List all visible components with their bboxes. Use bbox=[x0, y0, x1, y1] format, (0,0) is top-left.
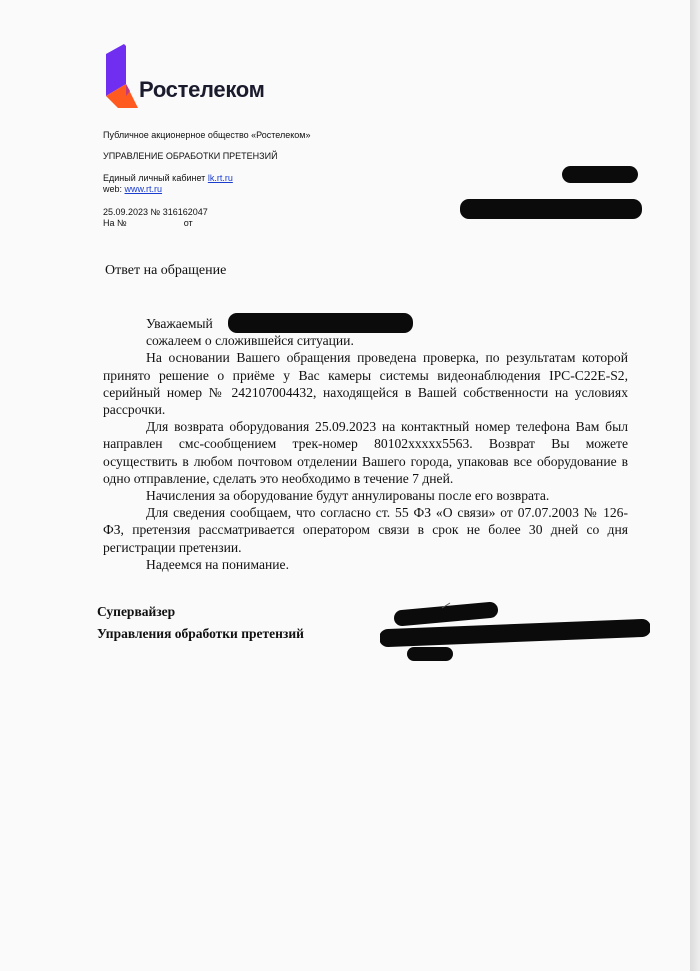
from-label: от bbox=[183, 218, 193, 228]
paragraph: Надеемся на понимание. bbox=[146, 556, 289, 572]
logo-wordmark: Ростелеком bbox=[139, 77, 265, 102]
cabinet-label: Единый личный кабинет bbox=[103, 173, 206, 183]
paragraph: Для возврата оборудования 25.09.2023 на контактный номер телефона Вам был направлен смс-сообщением трек-номер 80102xxxxx5563. Возврат Вы можете осуществить в любом почтовом отделении Вашего города, упаковав все оборудование в одно отправление, сделать это необходимо в течение 7 дней. bbox=[103, 419, 628, 486]
date-number: 25.09.2023 № 316162047 bbox=[103, 207, 208, 217]
web-line bbox=[103, 184, 162, 195]
letter-body bbox=[103, 315, 628, 573]
on-no-label: На № bbox=[103, 218, 127, 228]
signature-department: Управления обработки претензий bbox=[97, 626, 304, 641]
greeting: Уважаемый bbox=[146, 316, 213, 331]
paragraph: сожалеем о сложившейся ситуации. bbox=[146, 333, 354, 349]
web-link[interactable]: www.rt.ru bbox=[124, 184, 163, 194]
cabinet-line bbox=[103, 173, 233, 184]
paragraph: Для сведения сообщаем, что согласно ст. 55 ФЗ «О связи» от 07.07.2003 № 126-ФЗ, претензия рассматривается оператором связи в срок не более 30 дней со дня регистрации претензии. bbox=[103, 505, 628, 555]
signature-role: Супервайзер bbox=[97, 604, 176, 619]
redaction-mark bbox=[562, 166, 638, 183]
web-label: web: bbox=[103, 184, 123, 194]
redaction-mark bbox=[460, 199, 642, 219]
paragraph: Начисления за оборудование будут аннулированы после его возврата. bbox=[146, 488, 550, 504]
letter-title: Ответ на обращение bbox=[105, 263, 227, 278]
reference-line bbox=[103, 218, 193, 229]
paragraph: На основании Вашего обращения проведена проверка, по результатам которой принято решение о приёме у Вас камеры системы видеонаблюдения IPC-C22E-S2, серийный номер № 242107004432, находящейся в Вашей собственности на условиях рассрочки. bbox=[103, 350, 628, 418]
signature-redaction bbox=[380, 600, 650, 670]
page-edge bbox=[690, 0, 700, 971]
cabinet-link[interactable]: lk.rt.ru bbox=[207, 173, 233, 183]
company-full-name: Публичное акционерное общество «Ростелеком» bbox=[103, 130, 311, 140]
redaction-mark bbox=[228, 313, 413, 333]
department-name: УПРАВЛЕНИЕ ОБРАБОТКИ ПРЕТЕНЗИЙ bbox=[103, 151, 278, 161]
